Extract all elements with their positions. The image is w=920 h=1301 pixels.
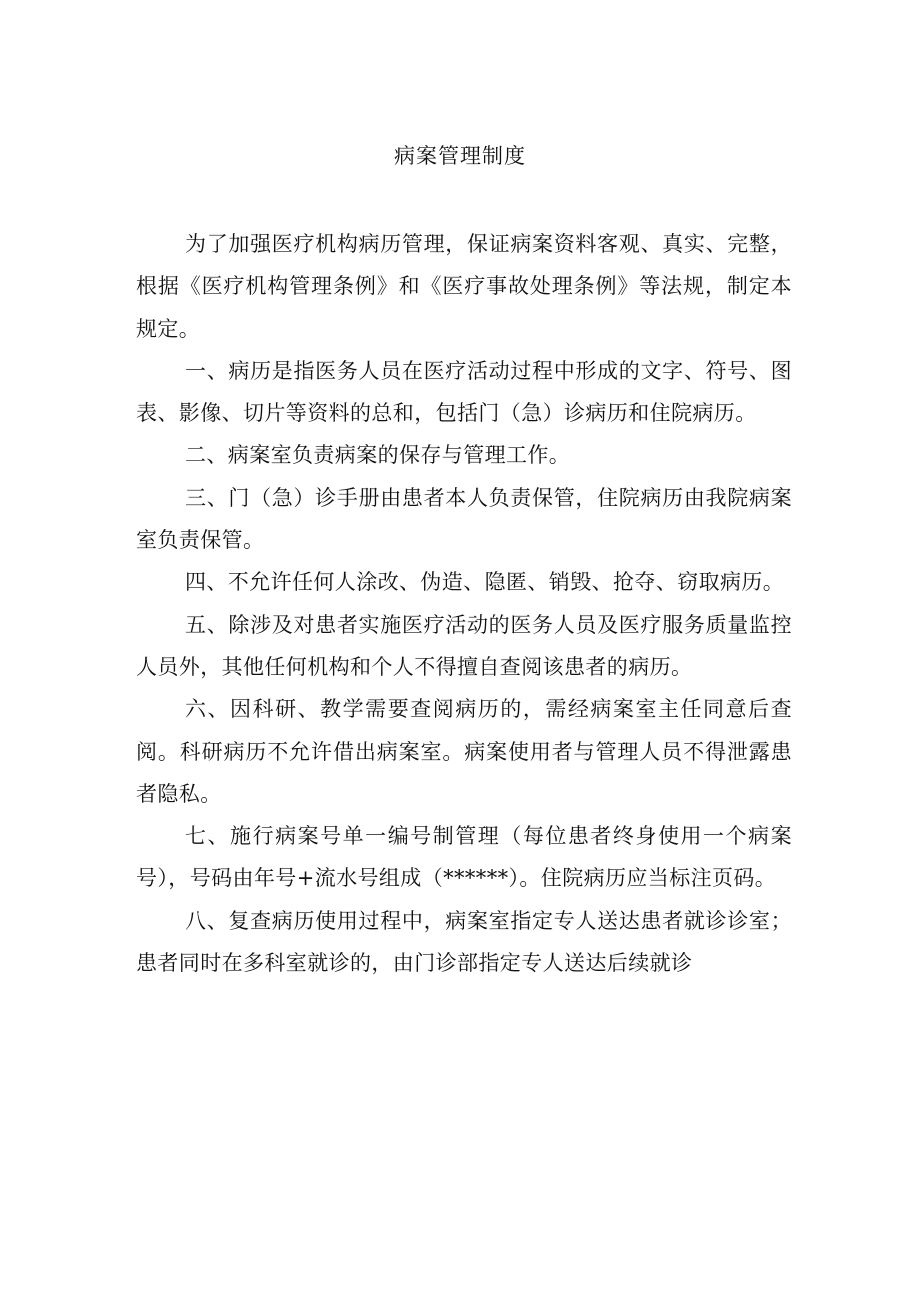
clause-8-paragraph: 八、复查病历使用过程中，病案室指定专人送达患者就诊诊室；患者同时在多科室就诊的，由门诊部指定专人送达后续就诊 [136, 908, 792, 976]
clause-1-paragraph: 一、病历是指医务人员在医疗活动过程中形成的文字、符号、图表、影像、切片等资料的总和，包括门（急）诊病历和住院病历。 [136, 358, 792, 426]
intro-paragraph: 为了加强医疗机构病历管理，保证病案资料客观、真实、完整，根据《医疗机构管理条例》和《医疗事故处理条例》等法规，制定本规定。 [136, 232, 792, 341]
clause-4-paragraph: 四、不允许任何人涂改、伪造、隐匿、销毁、抢夺、窃取病历。 [185, 570, 785, 595]
clause-6-paragraph: 六、因科研、教学需要查阅病历的，需经病案室主任同意后查阅。科研病历不允许借出病案室。病案使用者与管理人员不得泄露患者隐私。 [136, 697, 792, 806]
page-title: 病案管理制度 [394, 144, 526, 168]
clause-5-paragraph: 五、除涉及对患者实施医疗活动的医务人员及医疗服务质量监控人员外，其他任何机构和个人不得擅自查阅该患者的病历。 [136, 612, 792, 679]
clause-2-paragraph: 二、病案室负责病案的保存与管理工作。 [185, 443, 571, 468]
clause-7-paragraph: 七、施行病案号单一编号制管理（每位患者终身使用一个病案号），号码由年号+流水号组成（******）。住院病历应当标注页码。 [136, 824, 792, 891]
clause-3-paragraph: 三、门（急）诊手册由患者本人负责保管，住院病历由我院病案室负责保管。 [136, 485, 792, 553]
document-body [136, 223, 792, 984]
